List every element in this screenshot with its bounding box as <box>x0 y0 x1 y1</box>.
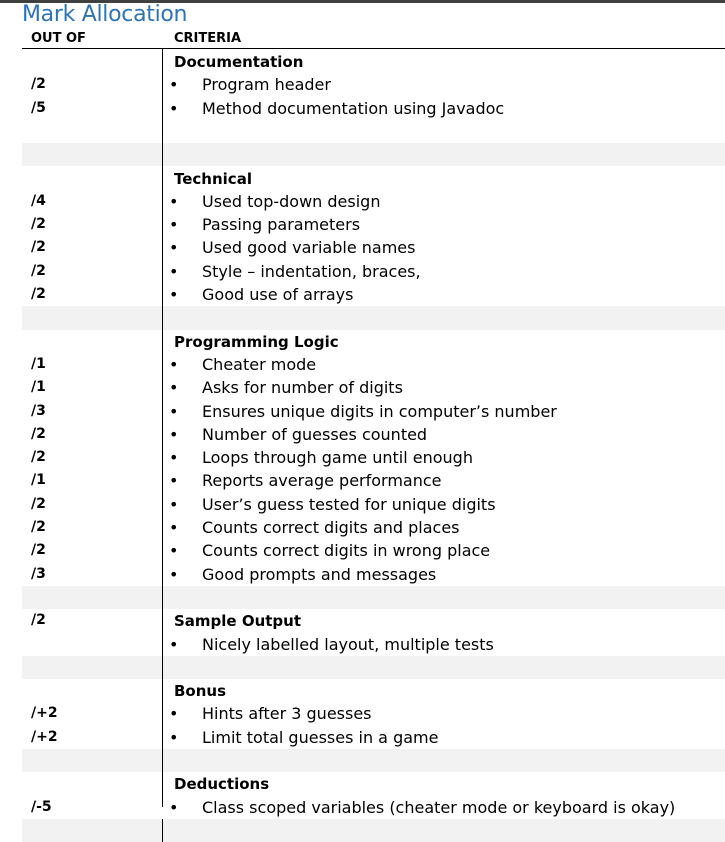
criteria-item <box>169 424 428 444</box>
criteria-item <box>169 541 491 561</box>
spacer-row <box>22 656 725 679</box>
spacer-row <box>22 120 725 143</box>
mark-value: /1 <box>31 379 46 396</box>
criteria-text: Number of guesses counted <box>202 424 428 444</box>
table-row <box>22 283 725 306</box>
section-row <box>22 609 725 632</box>
header-criteria: CRITERIA <box>174 31 242 46</box>
criteria-item <box>169 215 361 235</box>
criteria-item <box>169 471 442 491</box>
bullet-icon: • <box>169 564 179 584</box>
section-heading: Programming Logic <box>174 332 339 351</box>
criteria-text: Asks for number of digits <box>202 378 403 398</box>
mark-value: /2 <box>31 449 46 466</box>
criteria-text: Style – indentation, braces, <box>202 261 421 281</box>
mark-value: /2 <box>31 262 46 279</box>
mark-value: /3 <box>31 565 46 582</box>
table-row <box>22 236 725 259</box>
criteria-text: Program header <box>202 75 331 95</box>
table-row <box>22 73 725 96</box>
section-heading: Technical <box>174 169 252 188</box>
bullet-icon: • <box>169 238 179 258</box>
criteria-item <box>169 448 473 468</box>
mark-value: /2 <box>31 216 46 233</box>
criteria-text: Good use of arrays <box>202 285 354 304</box>
bullet-icon: • <box>169 494 179 514</box>
mark-value: /2 <box>31 542 46 559</box>
criteria-item <box>169 75 331 95</box>
table-row <box>22 702 725 725</box>
criteria-text: Cheater mode <box>202 354 317 374</box>
criteria-text: Nicely labelled layout, multiple tests <box>202 634 494 654</box>
table-row <box>22 376 725 399</box>
mark-value: /2 <box>31 495 46 512</box>
header-out-of: OUT OF <box>31 31 86 46</box>
mark-value: /2 <box>31 286 46 302</box>
mark-value: /2 <box>31 425 46 442</box>
bullet-icon: • <box>169 471 179 491</box>
section-row <box>22 330 725 353</box>
criteria-text: Passing parameters <box>202 215 361 235</box>
table-row <box>22 213 725 236</box>
criteria-text: Ensures unique digits in computer’s number <box>202 401 557 421</box>
criteria-text: Method documentation using Javadoc <box>202 98 505 118</box>
section-heading: Sample Output <box>174 612 302 631</box>
section-heading: Documentation <box>174 53 304 71</box>
criteria-text: User’s guess tested for unique digits <box>202 494 496 514</box>
criteria-item <box>169 285 354 304</box>
spacer-row <box>22 586 725 609</box>
bullet-icon: • <box>169 378 179 398</box>
criteria-item <box>169 704 372 724</box>
table-row <box>22 190 725 213</box>
section-heading: Deductions <box>174 775 270 794</box>
bullet-icon: • <box>169 634 179 654</box>
criteria-item <box>169 494 496 514</box>
table-row <box>22 516 725 539</box>
mark-value: /2 <box>31 612 46 629</box>
bullet-icon: • <box>169 98 179 118</box>
table-row <box>22 633 725 656</box>
bullet-icon: • <box>169 704 179 724</box>
bullet-icon: • <box>169 285 179 304</box>
table-row <box>22 97 725 120</box>
criteria-item <box>169 191 381 211</box>
spacer-row <box>22 819 725 842</box>
criteria-item <box>169 727 439 747</box>
bullet-icon: • <box>169 424 179 444</box>
section-row <box>22 167 725 190</box>
criteria-text: Class scoped variables (cheater mode or keyboard is okay) <box>202 797 676 817</box>
bullet-icon: • <box>169 448 179 468</box>
bullet-icon: • <box>169 518 179 537</box>
criteria-item <box>169 797 676 817</box>
criteria-item <box>169 354 317 374</box>
mark-value: /3 <box>31 402 46 419</box>
table-row <box>22 400 725 423</box>
section-row <box>22 679 725 702</box>
criteria-item <box>169 261 421 281</box>
criteria-item <box>169 634 494 654</box>
mark-value: /+2 <box>31 705 58 722</box>
table-row <box>22 796 725 819</box>
criteria-text: Counts correct digits in wrong place <box>202 541 491 561</box>
table-row <box>22 726 725 749</box>
criteria-text: Counts correct digits and places <box>202 518 460 537</box>
bullet-icon: • <box>169 401 179 421</box>
bullet-icon: • <box>169 75 179 95</box>
criteria-item <box>169 564 437 584</box>
mark-value: /2 <box>31 239 46 256</box>
mark-value: /+2 <box>31 728 58 745</box>
criteria-text: Limit total guesses in a game <box>202 727 439 747</box>
mark-value: /5 <box>31 99 46 116</box>
spacer-row <box>22 306 725 329</box>
criteria-text: Hints after 3 guesses <box>202 704 372 724</box>
table-row <box>22 260 725 283</box>
bullet-icon: • <box>169 354 179 374</box>
criteria-item <box>169 238 416 258</box>
criteria-text: Good prompts and messages <box>202 564 437 584</box>
mark-value: /1 <box>31 472 46 489</box>
bullet-icon: • <box>169 727 179 747</box>
bullet-icon: • <box>169 797 179 817</box>
bullet-icon: • <box>169 215 179 235</box>
table-row <box>22 353 725 376</box>
spacer-row <box>22 749 725 772</box>
table-row <box>22 423 725 446</box>
criteria-text: Reports average performance <box>202 471 442 491</box>
criteria-item <box>169 98 505 118</box>
criteria-text: Loops through game until enough <box>202 448 473 468</box>
table-row <box>22 469 725 492</box>
table-row <box>22 563 725 586</box>
criteria-item <box>169 518 460 537</box>
column-divider <box>162 49 163 807</box>
header-divider <box>22 48 725 49</box>
table-row <box>22 446 725 469</box>
mark-value: /-5 <box>31 798 52 815</box>
bullet-icon: • <box>169 261 179 281</box>
spacer-row <box>22 143 725 166</box>
section-row <box>22 772 725 795</box>
bullet-icon: • <box>169 191 179 211</box>
criteria-item <box>169 378 403 398</box>
mark-value: /1 <box>31 355 46 372</box>
page-title: Mark Allocation <box>22 2 188 27</box>
section-heading: Bonus <box>174 682 227 701</box>
section-row <box>22 50 725 73</box>
mark-value: /2 <box>31 519 46 535</box>
table-row <box>22 493 725 516</box>
table-row <box>22 539 725 562</box>
criteria-text: Used good variable names <box>202 238 416 258</box>
mark-value: /2 <box>31 76 46 93</box>
criteria-item <box>169 401 557 421</box>
mark-value: /4 <box>31 192 46 209</box>
bullet-icon: • <box>169 541 179 561</box>
criteria-text: Used top-down design <box>202 191 381 211</box>
